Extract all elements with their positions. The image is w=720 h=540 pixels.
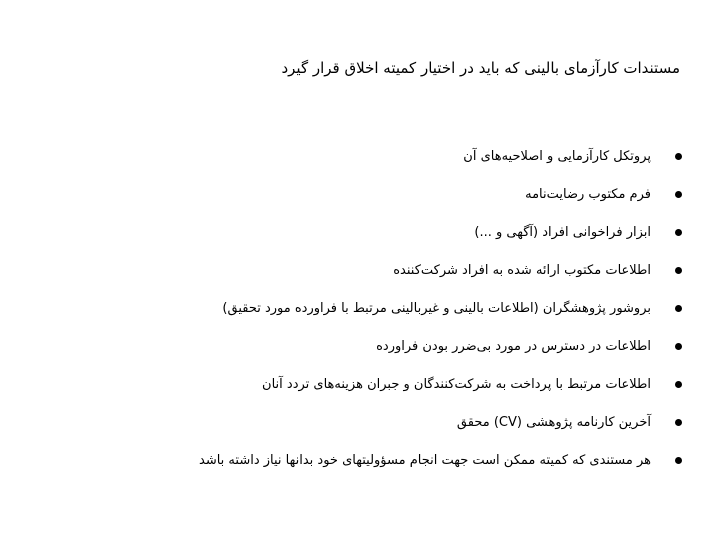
bullet-dot-icon	[675, 267, 682, 274]
bullet-list	[184, 144, 684, 486]
bullet-text-9: هر مستندی که کمیته ممکن است جهت انجام مسؤولیتهای خود بدانها نیاز داشته باشد	[199, 453, 651, 468]
bullet-item-5	[184, 296, 684, 322]
bullet-item-1	[184, 144, 684, 170]
bullet-item-9	[184, 448, 684, 474]
bullet-dot-icon	[675, 229, 682, 236]
bullet-item-8	[184, 410, 684, 436]
bullet-text-7: اطلاعات مرتبط با پرداخت به شرکت‌کنندگان و جبران هزینه‌های تردد آنان	[262, 377, 651, 392]
bullet-dot-icon	[675, 153, 682, 160]
bullet-item-7	[184, 372, 684, 398]
bullet-text-8: آخرین کارنامه پژوهشی (CV) محقق	[456, 415, 651, 430]
bullet-text-6: اطلاعات در دسترس در مورد بی‌ضرر بودن فراورده	[376, 339, 651, 354]
bullet-text-2: فرم مکتوب رضایت‌نامه	[525, 187, 651, 202]
bullet-dot-icon	[675, 419, 682, 426]
bullet-text-1: پروتکل کارآزمایی و اصلاحیه‌های آن	[463, 149, 651, 164]
bullet-text-5: بروشور پژوهشگران (اطلاعات بالینی و غیربالینی مرتبط با فراورده مورد تحقیق)	[222, 301, 651, 316]
bullet-text-3: ابزار فراخوانی افراد (آگهی و ...)	[474, 225, 651, 240]
bullet-dot-icon	[675, 305, 682, 312]
bullet-dot-icon	[675, 381, 682, 388]
bullet-text-4: اطلاعات مکتوب ارائه شده به افراد شرکت‌کننده	[393, 263, 651, 278]
bullet-dot-icon	[675, 343, 682, 350]
slide-title: مستندات کارآزمای بالینی که باید در اختیار کمیته اخلاق قرار گیرد	[281, 59, 680, 77]
bullet-item-6	[184, 334, 684, 360]
bullet-item-3	[184, 220, 684, 246]
bullet-dot-icon	[675, 191, 682, 198]
bullet-item-2	[184, 182, 684, 208]
bullet-item-4	[184, 258, 684, 284]
bullet-dot-icon	[675, 457, 682, 464]
